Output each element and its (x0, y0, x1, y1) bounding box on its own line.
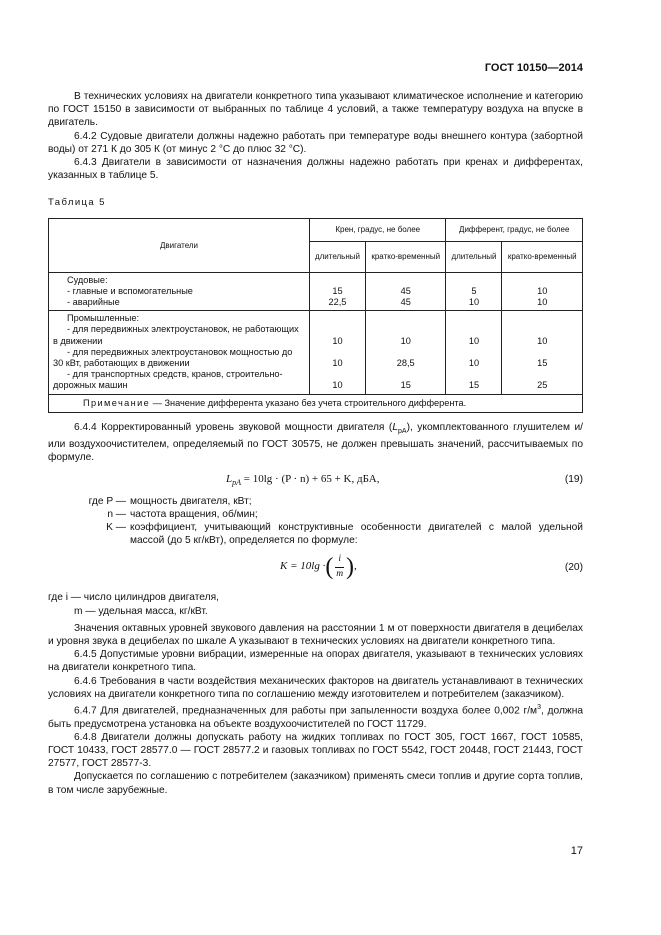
cell-value: 15 (332, 285, 343, 296)
paragraph-6-4-7: 6.4.7 Для двигателей, предназначенных для работы при запыленности воздуха более 0,002 $г/м^3$, должна быть предусмотрена установка на объекте воздухоочистителей по ГОСТ 11729. (48, 703, 583, 730)
group-title: Судовые: (67, 274, 108, 285)
table-note-row (49, 394, 583, 412)
cell-value: 10 (468, 335, 480, 346)
paragraph-octave-levels: Значения октавных уровней звукового давления на расстоянии 1 м от поверхности двигателя в децибелах и уровня звука в децибелах по шкале А указывают в технических условиях на двигатели конкретного типа. (48, 622, 583, 647)
cell-value: 28,5 (396, 358, 415, 369)
cell-value: 10 (468, 297, 480, 308)
cell-value: 10 (537, 297, 548, 308)
cell-value: 45 (400, 297, 411, 308)
header-roll: Крен, градус, не более (310, 218, 446, 241)
paragraph-6-4-6: 6.4.6 Требования в части воздействия механических факторов на двигатель устанавливают в технических условиях на двигатели конкретного типа по соглашению между изготовителем и потребителем (заказчиком). (48, 675, 583, 700)
formula-number: (20) (564, 562, 583, 574)
row-name: - для транспортных средств, кранов, строительно-дорожных машин (53, 369, 283, 391)
paragraph-6-4-8: 6.4.8 Двигатели должны допускать работу на жидких топливах по ГОСТ 305, ГОСТ 1667, ГОСТ 10585, ГОСТ 10433, ГОСТ 28577.0 — ГОСТ 28577.2 и газовых топливах по ГОСТ 5542, ГОСТ 20448, ГОСТ 21443, ГОСТ 27577, ГОСТ 28577-3. (48, 731, 583, 770)
list-item: n — частота вращения, об/мин; (107, 508, 258, 520)
header-roll-short: кратко-временный (365, 241, 446, 272)
header-trim-short: кратко-временный (502, 241, 583, 272)
cell-value: 5 (471, 285, 477, 296)
row-name: - для передвижных электроустановок, не работающих в движении (53, 324, 299, 346)
document-header: ГОСТ 10150—2014 (484, 62, 583, 74)
row-name: - аварийные (67, 297, 120, 308)
paragraph-6-4-2: 6.4.2 Судовые двигатели должны надежно работать при температуре воды внешнего контура (забортной воды) от 271 К до 305 К (от минус 2 °С до плюс 32 °С). (48, 130, 583, 155)
paragraph-climate: В технических условиях на двигатели конкретного типа указывают климатическое исполнение и категорию по ГОСТ 15150 в зависимости от выбранных по таблице 4 условий, а также температуру воздуха на впуске в двигатель. (48, 91, 583, 129)
cell-value: 10 (468, 358, 480, 369)
cell-value: 10 (400, 335, 411, 346)
cell-value: 25 (537, 380, 548, 391)
formula-number: (19) (564, 473, 583, 485)
page-content (48, 90, 583, 797)
group-title: Промышленные: (67, 313, 139, 324)
cell-value: 15 (400, 380, 411, 391)
formula-20: K = 10lg · ( $\frac{i}{m}$ ) , (20) (280, 554, 583, 581)
note-text: — Значение дифферента указано без учета строительного дифферента. (150, 397, 467, 408)
formula-19: $L_{pA} = 10\lg \cdot (P \cdot n) + 65 + K$, дБА, (19) (226, 472, 583, 487)
variable-i: где i — число цилиндров двигателя, (48, 592, 219, 604)
cell-value: 22,5 (328, 297, 347, 308)
header-trim-long: длительный (446, 241, 502, 272)
list-item: где P — мощность двигателя, кВт; (88, 495, 252, 507)
list-item: K — коэффициент, учитывающий конструктивные особенности двигателей с малой удельной массой (до 5 кг/кВт), определяется по формуле: (106, 521, 583, 547)
table-5-label: Таблица 5 (48, 197, 106, 209)
header-trim: Дифферент, градус, не более (446, 218, 583, 241)
cell-value: 10 (537, 285, 548, 296)
cell-value: 10 (332, 380, 343, 391)
cell-value: 15 (468, 380, 480, 391)
paragraph-6-4-3: 6.4.3 Двигатели в зависимости от назначения должны надежно работать при кренах и дифферентах, указанных в таблице 5. (48, 157, 583, 182)
variable-list-1 (48, 495, 583, 548)
header-engines: Двигатели (49, 218, 310, 272)
cell-value: 10 (537, 335, 548, 346)
cell-value: 15 (537, 358, 548, 369)
variable-m: m — удельная масса, кг/кВт. (74, 605, 208, 617)
page-number: 17 (570, 845, 583, 857)
cell-value: 45 (400, 285, 411, 296)
table-5 (48, 218, 583, 413)
cell-value: 10 (332, 335, 343, 346)
note-label: Примечание (83, 397, 151, 408)
paragraph-fuel-mix: Допускается по соглашению с потребителем (заказчиком) применять смеси топлив и другие сорта топлив, в том числе зарубежные. (48, 771, 583, 796)
paragraph-6-4-4: 6.4.4 Корректированный уровень звуковой мощности двигателя $(L_{pA})$, укомплектованного глушителем и/или воздухоочистителем, определяемый по ГОСТ 30575, не должен превышать значений, рассчитываемых по формуле. (48, 421, 583, 464)
row-name: - главные и вспомогательные (67, 285, 193, 296)
header-roll-long: длительный (310, 241, 366, 272)
table-row-industrial (49, 311, 583, 394)
cell-value: 10 (332, 358, 343, 369)
row-name: - для передвижных электроустановок мощностью до 30 кВт, работающих в движении (53, 346, 293, 369)
paragraph-6-4-5: 6.4.5 Допустимые уровни вибрации, измеренные на опорах двигателя, указывают в технических условиях на двигатели конкретного типа. (48, 649, 583, 674)
table-row-marine (49, 272, 583, 311)
